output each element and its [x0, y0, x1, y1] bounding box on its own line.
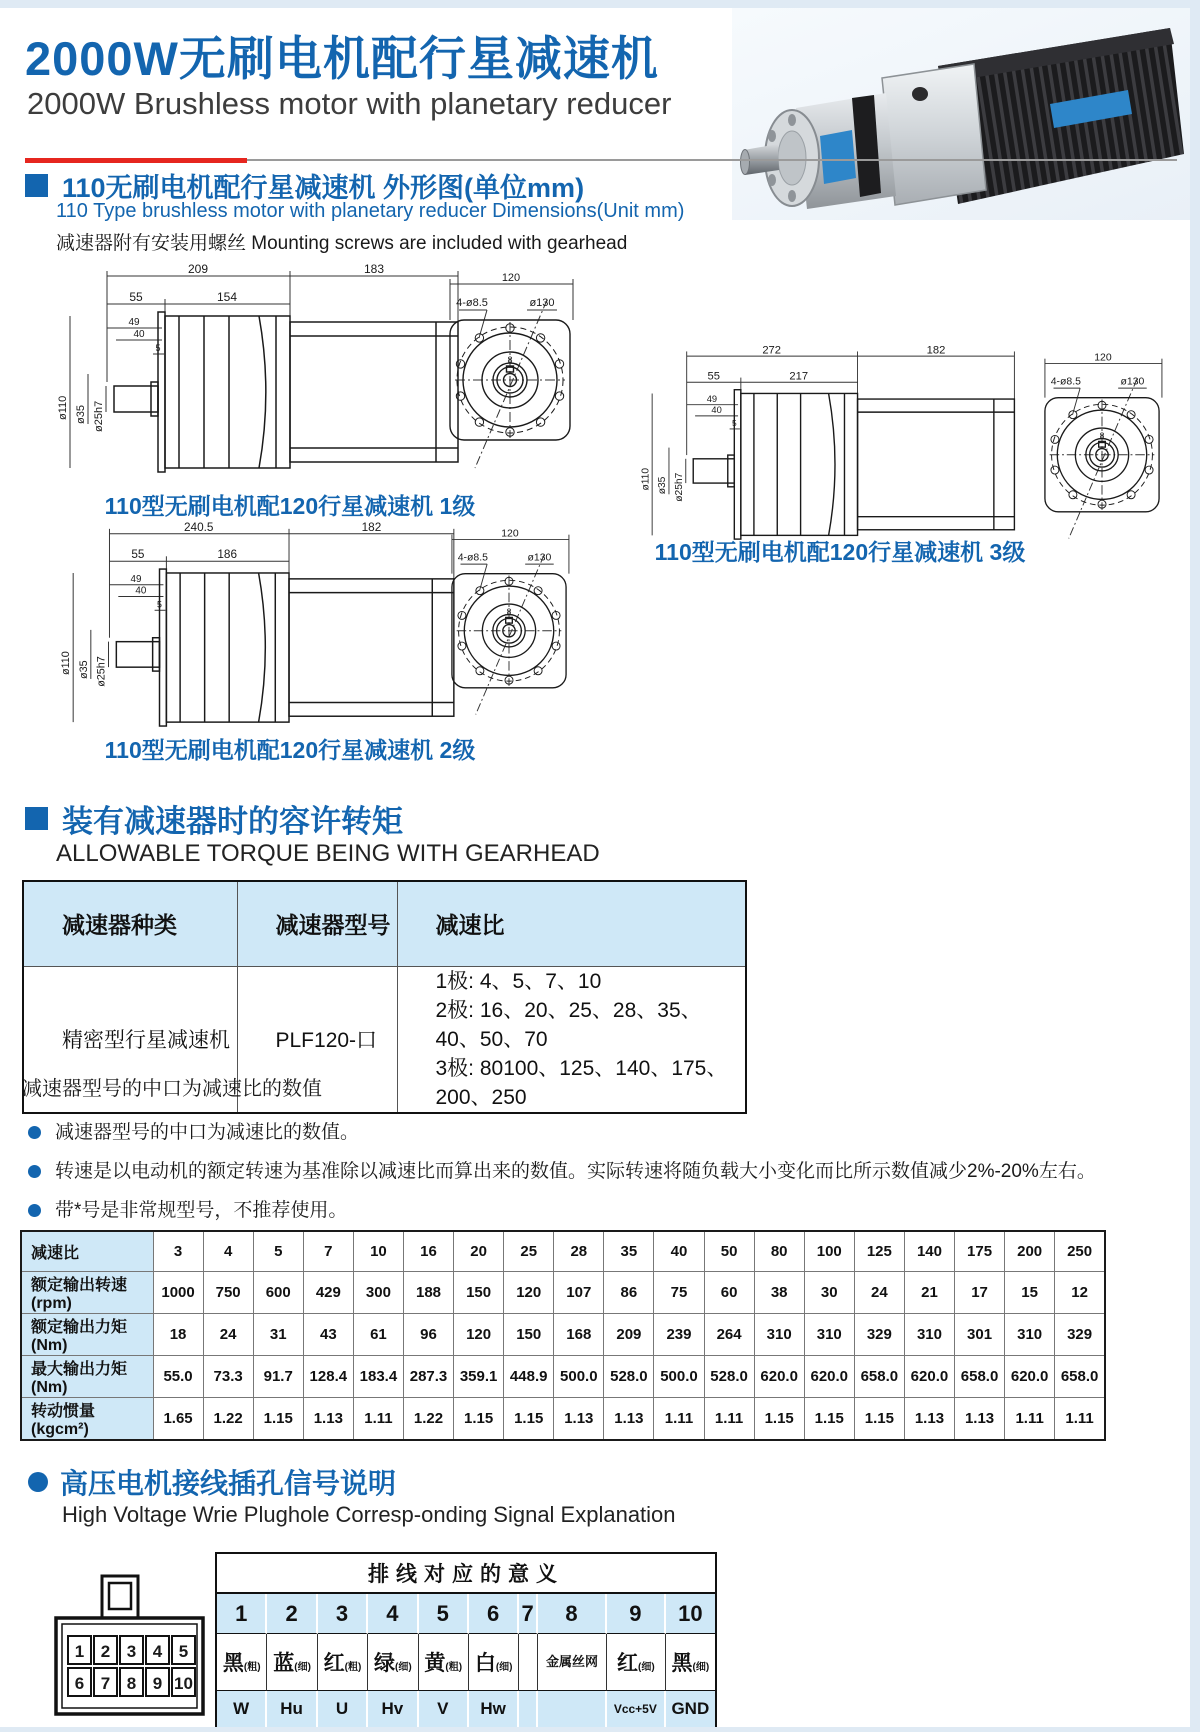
wiring-signal-row	[217, 1691, 715, 1727]
drawing-3-front-view	[1028, 352, 1176, 547]
signal-cell: U	[318, 1691, 368, 1727]
torque-table-row	[21, 1231, 1105, 1271]
header-divider	[25, 158, 1183, 163]
wire-color-cell	[217, 1634, 267, 1691]
value-cell: 1.15	[454, 1397, 504, 1440]
svg-text:8: 8	[1099, 430, 1105, 441]
value-cell: 183.4	[353, 1355, 403, 1397]
svg-text:ø110: ø110	[60, 651, 73, 676]
value-cell: 60	[704, 1271, 754, 1313]
wire-gauge-text: (粗)	[445, 1662, 463, 1673]
row-header: 转动惯量(kgcm²)	[21, 1397, 153, 1440]
drawing-3-caption: 110型无刷电机配120行星减速机 3级	[654, 539, 1026, 565]
wire-color-text: 金属丝网	[545, 1654, 598, 1669]
value-cell: 209	[604, 1313, 654, 1355]
row-header: 最大输出力矩(Nm)	[21, 1355, 153, 1397]
col-header-type: 减速器种类	[23, 881, 237, 966]
page-edge	[0, 1727, 1200, 1732]
value-cell: 140	[904, 1231, 954, 1271]
value-cell: 310	[904, 1313, 954, 1355]
wire-color-cell	[318, 1634, 368, 1691]
pin-number-cell: 2	[267, 1594, 317, 1634]
dim-motor: 182	[361, 520, 382, 534]
value-cell: 50	[704, 1231, 754, 1271]
wire-gauge-text: (细)	[692, 1662, 710, 1673]
wire-color-text: 红	[323, 1652, 345, 1675]
value-cell: 35	[604, 1231, 654, 1271]
blue-circle-icon	[28, 1472, 48, 1492]
value-cell: 310	[754, 1313, 804, 1355]
value-cell: 310	[804, 1313, 854, 1355]
value-cell: 128.4	[303, 1355, 353, 1397]
value-cell: 300	[353, 1271, 403, 1313]
value-cell: 1.22	[203, 1397, 253, 1440]
blue-square-icon	[25, 807, 48, 830]
svg-text:4-ø8.5: 4-ø8.5	[1050, 376, 1081, 388]
value-cell: 1.11	[1055, 1397, 1105, 1440]
reducer-type: 精密型行星减速机	[23, 966, 237, 1113]
value-cell: 1000	[153, 1271, 203, 1313]
value-cell: 620.0	[904, 1355, 954, 1397]
value-cell: 1.22	[403, 1397, 453, 1440]
drawing-1-side-view	[12, 262, 464, 474]
value-cell: 750	[203, 1271, 253, 1313]
dim-front: 55	[129, 290, 143, 304]
svg-text:120: 120	[501, 528, 519, 540]
value-cell: 61	[353, 1313, 403, 1355]
value-cell: 28	[554, 1231, 604, 1271]
wire-color-cell	[368, 1634, 418, 1691]
dim-gear: 186	[217, 548, 238, 562]
drawing-3-side-view	[598, 342, 1020, 542]
value-cell: 188	[403, 1271, 453, 1313]
mounting-block	[882, 64, 986, 205]
value-cell: 1.11	[654, 1397, 704, 1440]
value-cell: 500.0	[554, 1355, 604, 1397]
svg-text:49: 49	[130, 573, 142, 585]
value-cell: 18	[153, 1313, 203, 1355]
drawing-1-caption: 110型无刷电机配120行星减速机 1级	[104, 493, 476, 519]
ratio-line-3: 3极: 80100、125、140、175、200、250	[435, 1056, 728, 1109]
pin-number-cell: 3	[318, 1594, 368, 1634]
value-cell: 658.0	[955, 1355, 1005, 1397]
svg-text:8: 8	[506, 606, 512, 617]
wire-color-text: 蓝	[273, 1652, 295, 1675]
value-cell: 200	[1005, 1231, 1055, 1271]
value-cell: 1.11	[353, 1397, 403, 1440]
wire-color-cell	[607, 1634, 666, 1691]
value-cell: 120	[504, 1271, 554, 1313]
signal-cell: V	[419, 1691, 469, 1727]
page-subtitle: 2000W Brushless motor with planetary reducer	[27, 86, 672, 121]
signal-cell: Hw	[469, 1691, 519, 1727]
value-cell: 55.0	[153, 1355, 203, 1397]
wire-gauge-text: (细)	[395, 1662, 412, 1673]
value-cell: 1.15	[804, 1397, 854, 1440]
value-cell: 150	[454, 1271, 504, 1313]
note-item: 带*号是非常规型号，不推荐使用。	[28, 1200, 1178, 1222]
drawing-2-front-view	[435, 528, 583, 723]
value-cell: 168	[554, 1313, 604, 1355]
wire-gauge-text: (粗)	[243, 1662, 261, 1673]
torque-table-row	[21, 1271, 1105, 1313]
row-header: 额定输出力矩(Nm)	[21, 1313, 153, 1355]
wire-color-text: 绿	[374, 1652, 396, 1675]
connector-pin: 7	[100, 1674, 111, 1693]
value-cell: 658.0	[854, 1355, 904, 1397]
value-cell: 80	[754, 1231, 804, 1271]
wire-color-cell	[666, 1634, 715, 1691]
value-cell: 600	[253, 1271, 303, 1313]
value-cell: 43	[303, 1313, 353, 1355]
dim-5: 5	[155, 343, 161, 353]
torque-data-table	[20, 1230, 1106, 1441]
dim-bolt-circle: ø130	[529, 297, 555, 309]
value-cell: 329	[1055, 1313, 1105, 1355]
dim-front: 55	[131, 548, 145, 562]
value-cell: 429	[303, 1271, 353, 1313]
dim-dia110: ø110	[57, 395, 69, 420]
wiring-color-row	[217, 1634, 715, 1691]
product-photo	[732, 8, 1190, 220]
value-cell: 175	[955, 1231, 1005, 1271]
svg-text:ø130: ø130	[527, 552, 552, 564]
drawing-1-front-view	[435, 272, 585, 477]
value-cell: 1.13	[303, 1397, 353, 1440]
value-cell: 30	[804, 1271, 854, 1313]
value-cell: 96	[403, 1313, 453, 1355]
wire-color-text: 黄	[424, 1652, 446, 1675]
value-cell: 448.9	[504, 1355, 554, 1397]
value-cell: 24	[854, 1271, 904, 1313]
dim-49: 49	[128, 317, 140, 328]
value-cell: 1.13	[904, 1397, 954, 1440]
value-cell: 7	[303, 1231, 353, 1271]
signal-cell: Hv	[368, 1691, 418, 1727]
value-cell: 1.13	[604, 1397, 654, 1440]
connector-pin: 3	[126, 1642, 137, 1661]
connector-pin: 8	[126, 1674, 137, 1693]
dim-keyway: 8	[507, 355, 513, 365]
torque-table-row	[21, 1355, 1105, 1397]
connector-diagram	[52, 1572, 207, 1720]
svg-text:5: 5	[731, 418, 737, 429]
pin-number-cell: 6	[469, 1594, 519, 1634]
page-edge	[1190, 0, 1200, 1732]
value-cell: 1.11	[1005, 1397, 1055, 1440]
wiring-table	[215, 1552, 717, 1729]
value-cell: 150	[504, 1313, 554, 1355]
svg-text:ø35: ø35	[77, 660, 90, 679]
value-cell: 264	[704, 1313, 754, 1355]
value-cell: 1.65	[153, 1397, 203, 1440]
pin-number-cell: 9	[607, 1594, 666, 1634]
svg-text:120: 120	[1094, 352, 1112, 364]
connector-pin: 4	[152, 1642, 163, 1661]
value-cell: 16	[403, 1231, 453, 1271]
value-cell: 1.15	[504, 1397, 554, 1440]
value-cell: 20	[454, 1231, 504, 1271]
dim-total: 240.5	[184, 520, 214, 534]
wire-gauge-text: (细)	[495, 1662, 513, 1673]
svg-text:ø25h7: ø25h7	[95, 656, 108, 687]
svg-text:4-ø8.5: 4-ø8.5	[457, 552, 488, 564]
value-cell: 1.15	[253, 1397, 303, 1440]
dim-dia35: ø35	[75, 405, 87, 424]
pin-number-cell: 8	[538, 1594, 607, 1634]
section-dimensions-subtitle: 110 Type brushless motor with planetary reducer Dimensions(Unit mm)	[56, 200, 685, 222]
wire-color-cell	[519, 1634, 538, 1691]
gearhead-label	[820, 130, 856, 184]
value-cell: 10	[353, 1231, 403, 1271]
wire-color-text: 黑	[222, 1652, 244, 1675]
blue-square-icon	[25, 174, 48, 197]
pin-number-cell: 1	[217, 1594, 267, 1634]
section-wiring-subtitle: High Voltage Wrie Plughole Corresp-onding Signal Explanation	[62, 1502, 676, 1527]
pin-number-cell: 7	[519, 1594, 538, 1634]
connector-pin: 6	[74, 1674, 85, 1693]
page-edge	[0, 0, 1200, 8]
reducer-model: PLF120-口	[237, 966, 397, 1113]
section-wiring-title: 高压电机接线插孔信号说明	[60, 1468, 397, 1499]
dim-40: 40	[133, 329, 145, 340]
svg-text:ø25h7: ø25h7	[674, 472, 686, 502]
wiring-pin-row	[217, 1594, 715, 1634]
wire-color-cell	[538, 1634, 607, 1691]
value-cell: 310	[1005, 1313, 1055, 1355]
value-cell: 24	[203, 1313, 253, 1355]
value-cell: 75	[654, 1271, 704, 1313]
wire-gauge-text: (粗)	[344, 1662, 362, 1673]
wire-color-cell	[419, 1634, 469, 1691]
dim-holes: 4-ø8.5	[456, 297, 488, 309]
value-cell: 25	[504, 1231, 554, 1271]
value-cell: 38	[754, 1271, 804, 1313]
pin-number-cell: 5	[419, 1594, 469, 1634]
drawing-2-caption: 110型无刷电机配120行星减速机 2级	[104, 737, 476, 763]
value-cell: 500.0	[654, 1355, 704, 1397]
value-cell: 21	[904, 1271, 954, 1313]
value-cell: 620.0	[1005, 1355, 1055, 1397]
value-cell: 86	[604, 1271, 654, 1313]
signal-cell	[519, 1691, 538, 1727]
dim-front: 55	[707, 370, 720, 383]
connector-pin: 1	[74, 1642, 85, 1661]
motor-photo-illustration	[732, 8, 1190, 220]
signal-cell	[538, 1691, 607, 1727]
row-header: 额定输出转速(rpm)	[21, 1271, 153, 1313]
bullet-dot-icon	[28, 1126, 41, 1139]
value-cell: 120	[454, 1313, 504, 1355]
svg-text:ø110: ø110	[640, 467, 652, 491]
wire-gauge-text: (细)	[294, 1662, 311, 1673]
wire-color-text: 红	[617, 1652, 638, 1675]
svg-text:49: 49	[706, 393, 718, 404]
signal-cell: W	[217, 1691, 267, 1727]
value-cell: 1.15	[754, 1397, 804, 1440]
page-title: 2000W无刷电机配行星减速机	[25, 32, 659, 85]
wire-color-cell	[267, 1634, 317, 1691]
wire-color-text: 白	[474, 1652, 496, 1675]
pin-number-cell: 10	[666, 1594, 715, 1634]
connector-pin: 10	[174, 1674, 193, 1693]
svg-text:ø130: ø130	[1120, 376, 1145, 388]
col-header-model: 减速器型号	[237, 881, 397, 966]
wiring-title-row	[217, 1554, 715, 1594]
svg-text:5: 5	[157, 599, 162, 610]
svg-text:ø35: ø35	[657, 476, 669, 495]
value-cell: 3	[153, 1231, 203, 1271]
value-cell: 40	[654, 1231, 704, 1271]
value-cell: 329	[854, 1313, 904, 1355]
value-cell: 17	[955, 1271, 1005, 1313]
section-torque-subtitle: ALLOWABLE TORQUE BEING WITH GEARHEAD	[56, 840, 600, 867]
value-cell: 31	[253, 1313, 303, 1355]
value-cell: 107	[554, 1271, 604, 1313]
dim-motor: 183	[363, 262, 385, 276]
value-cell: 12	[1055, 1271, 1105, 1313]
dim-gear: 154	[216, 290, 238, 304]
drawing-2-side-view	[12, 520, 464, 728]
dim-motor: 182	[926, 344, 946, 357]
col-header-ratio: 减速比	[397, 881, 746, 966]
value-cell: 528.0	[604, 1355, 654, 1397]
value-cell: 528.0	[704, 1355, 754, 1397]
dim-dia25h7: ø25h7	[93, 400, 105, 432]
ratio-line-2: 2极: 16、20、25、28、35、40、50、70	[435, 998, 702, 1051]
ratio-line-1: 1极: 4、5、7、10	[435, 969, 602, 993]
wire-gauge-text: (细)	[638, 1662, 655, 1673]
connector-pin: 9	[152, 1674, 163, 1693]
value-cell: 1.13	[554, 1397, 604, 1440]
notes-list	[28, 1122, 1178, 1239]
value-cell: 287.3	[403, 1355, 453, 1397]
value-cell: 301	[955, 1313, 1005, 1355]
value-cell: 620.0	[754, 1355, 804, 1397]
torque-table-row	[21, 1313, 1105, 1355]
dim-flange-width: 120	[501, 272, 521, 284]
connector-pin: 5	[178, 1642, 189, 1661]
svg-text:40: 40	[711, 405, 722, 416]
bullet-dot-icon	[28, 1204, 41, 1217]
value-cell: 1.13	[955, 1397, 1005, 1440]
signal-cell: Hu	[267, 1691, 317, 1727]
value-cell: 250	[1055, 1231, 1105, 1271]
signal-cell: GND	[666, 1691, 715, 1727]
value-cell: 15	[1005, 1271, 1055, 1313]
wire-color-text: 黑	[671, 1652, 693, 1675]
reducer-table-header-row	[23, 881, 746, 966]
torque-table-row	[21, 1397, 1105, 1440]
dim-total: 209	[187, 262, 209, 276]
value-cell: 73.3	[203, 1355, 253, 1397]
bullet-dot-icon	[28, 1165, 41, 1178]
dim-gear: 217	[789, 370, 809, 383]
note-item: 减速器型号的中口为减速比的数值。	[28, 1122, 1178, 1144]
wire-color-cell	[469, 1634, 519, 1691]
note-item: 转速是以电动机的额定转速为基准除以减速比而算出来的数值。实际转速将随负载大小变化而比所示数值减少2%-20%左右。	[28, 1161, 1178, 1183]
row-header: 减速比	[21, 1231, 153, 1271]
value-cell: 658.0	[1055, 1355, 1105, 1397]
value-cell: 620.0	[804, 1355, 854, 1397]
value-cell: 5	[253, 1231, 303, 1271]
section-wiring-header	[28, 1462, 396, 1502]
value-cell: 4	[203, 1231, 253, 1271]
svg-text:40: 40	[135, 585, 147, 597]
value-cell: 125	[854, 1231, 904, 1271]
signal-cell: Vcc+5V	[607, 1691, 666, 1727]
section-torque-title: 装有减速器时的容许转矩	[62, 804, 403, 839]
wiring-table-title: 排线对应的意义	[217, 1554, 715, 1594]
reducer-table-note: 减速器型号的中口为减速比的数值	[22, 1078, 322, 1100]
value-cell: 359.1	[454, 1355, 504, 1397]
value-cell: 100	[804, 1231, 854, 1271]
value-cell: 1.11	[704, 1397, 754, 1440]
section-torque-header	[25, 796, 403, 841]
section-dimensions-title: 110无刷电机配行星减速机 外形图(单位mm)	[62, 173, 585, 203]
value-cell: 91.7	[253, 1355, 303, 1397]
pin-number-cell: 4	[368, 1594, 418, 1634]
value-cell: 239	[654, 1313, 704, 1355]
mounting-note: 减速器附有安装用螺丝 Mounting screws are included with gearhead	[56, 233, 628, 254]
value-cell: 1.15	[854, 1397, 904, 1440]
dim-total: 272	[762, 344, 781, 357]
connector-pin: 2	[100, 1642, 111, 1661]
reducer-ratios	[397, 966, 746, 1113]
